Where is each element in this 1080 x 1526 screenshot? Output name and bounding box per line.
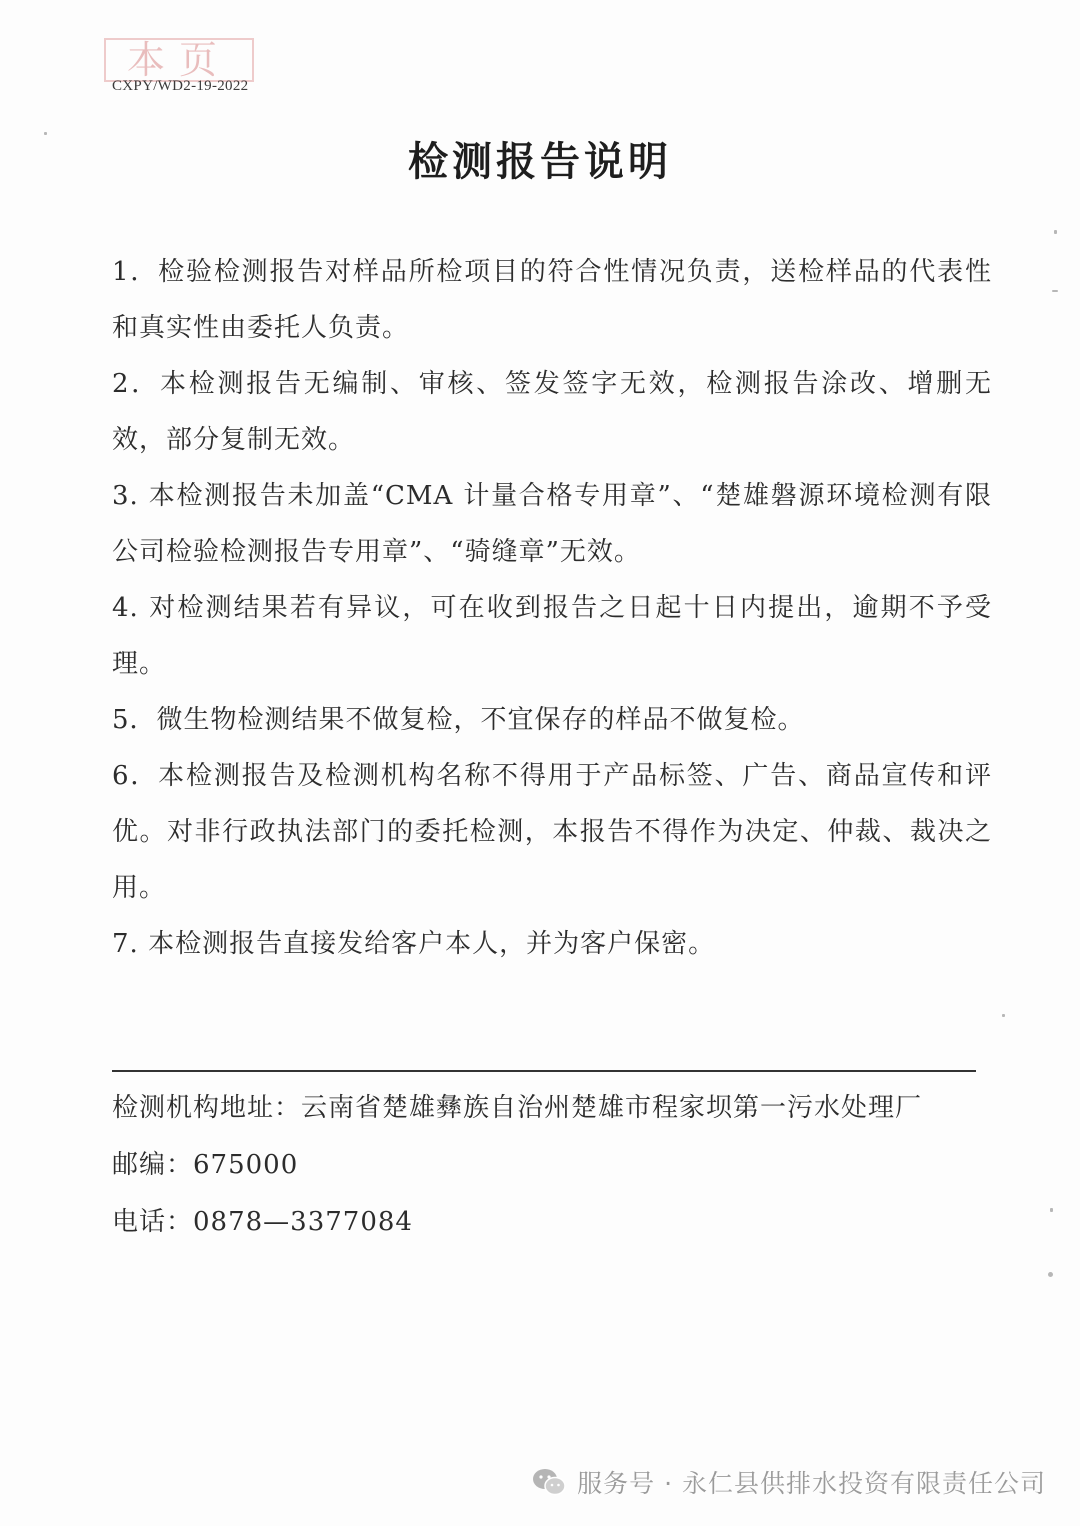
notice-item-1: 1．检验检测报告对样品所检项目的符合性情况负责，送检样品的代表性和真实性由委托人负责。 [112, 257, 992, 343]
footer-watermark [531, 1462, 1046, 1502]
contact-postcode: 邮编：675000 [112, 1150, 299, 1180]
scan-speck [44, 132, 47, 135]
scan-speck [1002, 1014, 1005, 1017]
notice-item-5: 5．微生物检测结果不做复检，不宜保存的样品不做复检。 [112, 705, 805, 735]
notice-item-6: 6．本检测报告及检测机构名称不得用于产品标签、广告、商品宣传和评优。对非行政执法部门的委托检测，本报告不得作为决定、仲裁、裁决之用。 [112, 761, 992, 903]
contact-phone: 电话：0878—3377084 [112, 1207, 413, 1237]
notice-item-2: 2．本检测报告无编制、审核、签发签字无效，检测报告涂改、增删无效，部分复制无效。 [112, 369, 992, 455]
scan-speck [1048, 1272, 1053, 1277]
scan-speck [1050, 1208, 1053, 1212]
notice-item-3: 3. 本检测报告未加盖“CMA 计量合格专用章”、“楚雄磐源环境检测有限公司检验检测报告专用章”、“骑缝章”无效。 [112, 481, 992, 567]
scan-speck [1054, 230, 1057, 234]
contact-block [112, 1080, 992, 1251]
scan-speck [1052, 290, 1058, 292]
document-code: CXPY/WD2-19-2022 [112, 78, 249, 94]
notice-list [112, 244, 992, 972]
divider-line [112, 1070, 976, 1072]
notice-item-7: 7. 本检测报告直接发给客户本人，并为客户保密。 [112, 929, 716, 959]
footer-text: 服务号 · 永仁县供排水投资有限责任公司 [577, 1469, 1046, 1498]
page-stamp [104, 38, 254, 82]
contact-address: 检测机构地址：云南省楚雄彝族自治州楚雄市程家坝第一污水处理厂 [112, 1093, 923, 1123]
page-stamp-text: 本页 [126, 38, 231, 82]
notice-item-4: 4. 对检测结果若有异议，可在收到报告之日起十日内提出，逾期不予受理。 [112, 593, 992, 679]
wechat-icon [531, 1467, 567, 1497]
document-title: 检测报告说明 [408, 139, 672, 185]
